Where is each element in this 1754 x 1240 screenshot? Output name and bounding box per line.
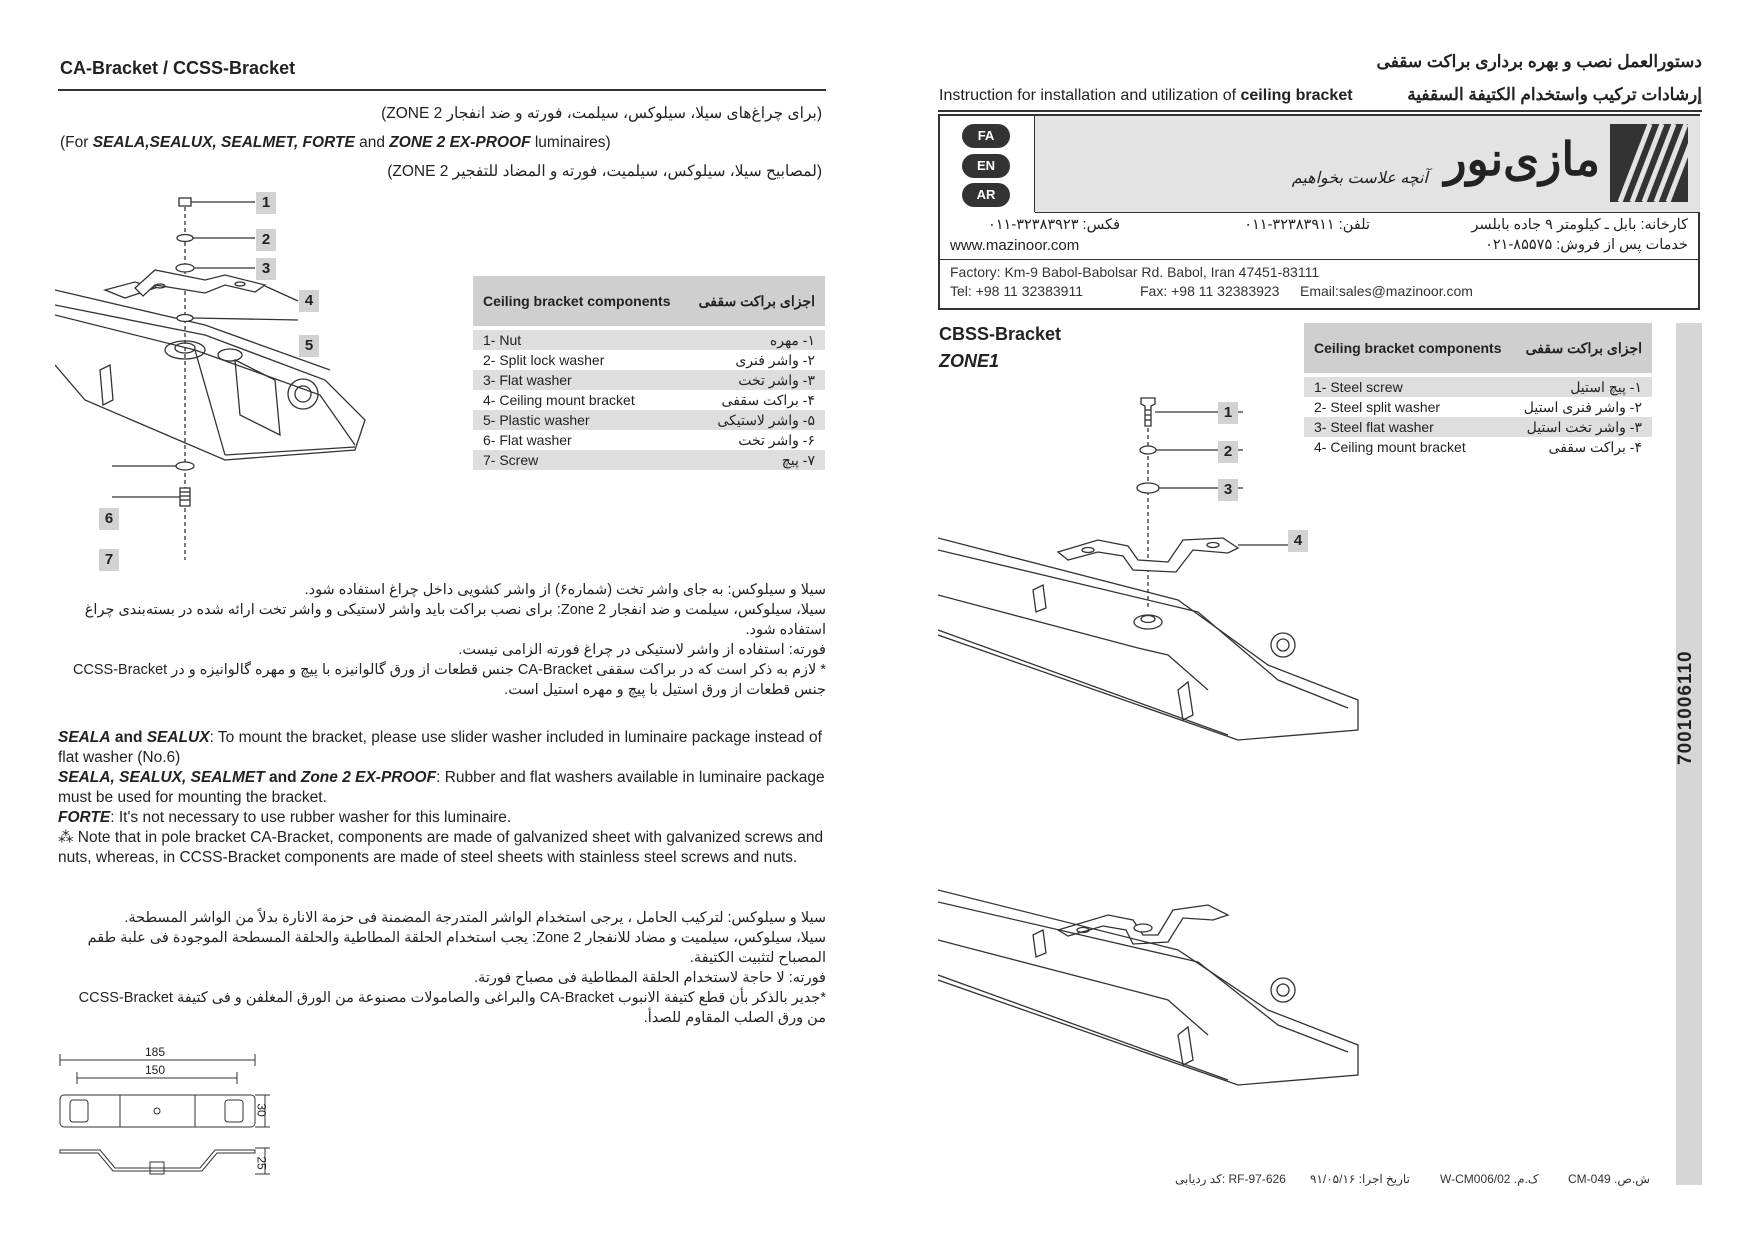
table-row: 4- Ceiling mount bracket ۴- براکت سقفی [1314, 439, 1642, 455]
note-fa-2: سیلا، سیلوکس، سیلمت و ضد انفجار Zone 2: برای نصب براکت باید واشر لاستیکی و واشر تخت ارائه شده در بسته‌بندی چراغ استفاده شود. [84, 602, 826, 638]
logo-area [1035, 116, 1700, 213]
intro-en: (For SEALA,SEALUX, SEALMET, FORTE and ZONE 2 EX-PROOF luminaires) [60, 134, 611, 151]
right-subtitle-ar: إرشادات ترکیب واستخدام الکتیفة السقفیة [1407, 85, 1702, 104]
callout-5: 5 [299, 335, 319, 357]
factory-address-en: Factory: Km-9 Babol-Babolsar Rd. Babol, Iran 47451-83111 [950, 264, 1320, 280]
logo-wordmark: مازی‌نور [1444, 133, 1600, 185]
intro-fa: (برای چراغ‌های سیلا، سیلوکس، سیلمت، فورته و ضد انفجار ZONE 2) [381, 105, 822, 122]
lang-en-badge[interactable]: EN [962, 154, 1010, 178]
notes-fa [60, 580, 826, 700]
intro-ar: (لمصابیح سیلا، سیلوکس، سیلمیت، فورته و المضاد للتفجیر ZONE 2) [387, 163, 822, 180]
callout-1: 1 [1218, 402, 1238, 424]
table-row: 2- Split lock washer ۲- واشر فنری [483, 352, 815, 368]
contact-persian [940, 213, 1700, 260]
footer-doc-no: ش.ص. CM-049 [1568, 1172, 1650, 1186]
table-row: 1- Steel screw ۱- پیچ استیل [1304, 377, 1652, 397]
callout-3: 3 [1218, 479, 1238, 501]
lang-fa-badge[interactable]: FA [962, 124, 1010, 148]
fax-fa: فکس: ۳۲۳۸۳۹۲۳-۰۱۱ [987, 217, 1120, 233]
cbss-bracket-assembled-diagram [938, 880, 1378, 1160]
note-ar-1: سیلا و سیلوکس: لترکیب الحامل ، یرجی استخدام الواشر المتدرجة المضمنة فی حزمة الانارة بدلاً من الواشر المسطحة. [124, 910, 826, 926]
dim-185: 185 [145, 1045, 166, 1059]
header-fa: اجزای براکت سقفی [1525, 339, 1642, 356]
table-row: 5- Plastic washer ۵- واشر لاستیکی [473, 410, 825, 430]
language-selector [940, 116, 1035, 212]
table-row: 3- Flat washer ۳- واشر تخت [473, 370, 825, 390]
left-title-rule [58, 89, 826, 91]
note-en-4: ⁂ Note that in pole bracket CA-Bracket, components are made of galvanized sheet with galvanized screws and nuts, whereas, in CCSS-Bracket components are made of steel sheets with stainless steel screws and nuts. [58, 829, 824, 866]
notes-en [58, 728, 828, 868]
right-page-title-fa: دستورالعمل نصب و بهره برداری براکت سقفی [1376, 52, 1702, 71]
right-title-rule [938, 110, 1702, 112]
header-en: Ceiling bracket components [483, 293, 671, 309]
table-row: 1- Nut ۱- مهره [473, 330, 825, 350]
lang-ar-badge[interactable]: AR [962, 183, 1010, 207]
cbss-bracket-exploded-diagram [938, 390, 1378, 790]
table-row: 7- Screw ۷- پیچ [473, 450, 825, 470]
note-fa-4: * لازم به ذکر است که در براکت سقفی CA-Bracket جنس قطعات از ورق گالوانیزه با پیچ و مهره گالوانیزه و در CCSS-Bracket جنس قطعات از ورق استیل با پیچ و مهره استیل است. [72, 662, 826, 698]
notes-ar [60, 908, 826, 1028]
logo-slogan: آنچه علاست بخواهیم [1291, 170, 1428, 187]
dim-25: 25 [254, 1156, 269, 1170]
note-en-1: SEALA and SEALUX: To mount the bracket, please use slider washer included in luminaire package instead of flat washer (No.6) [58, 729, 822, 766]
footer-track: کد ردیابی: RF-97-626 [1175, 1172, 1286, 1186]
tel-en: Tel: +98 11 32383911 [950, 283, 1083, 299]
table-header [473, 276, 825, 326]
footer-form: ک.م. W-CM006/02 [1440, 1172, 1539, 1186]
right-model-title: CBSS-Bracket [939, 324, 1062, 344]
website-link[interactable]: www.mazinoor.com [950, 237, 1080, 254]
note-ar-2: سیلا، سیلوکس، سیلمیت و مضاد للانفجار Zone 2: یجب استخدام الحلقة المطاطیة والحلقة المسطحة الموجودة فی علبة طقم المصباح لتثبیت الکتیفة. [87, 930, 826, 966]
document-code-vertical: 7001006110 [1675, 650, 1696, 765]
dim-150: 150 [145, 1063, 166, 1077]
bracket-dimension-drawing [55, 1040, 285, 1180]
table-row: 3- Steel flat washer ۳- واشر تخت استیل [1304, 417, 1652, 437]
table-row: 6- Flat washer ۶- واشر تخت [483, 432, 815, 448]
note-ar-4: *جدیر بالذکر بأن قطع کتیفة الانبوب CA-Bracket والبراغی والصامولات مصنوعة من الورق المغلفن و فی کتیفة CCSS-Bracket من ورق الصلب المقاوم للصدأ. [78, 990, 826, 1026]
factory-address-fa: کارخانه: بابل ـ کیلومتر ۹ جاده بابلسر [1471, 217, 1688, 233]
note-en-2: SEALA, SEALUX, SEALMET and Zone 2 EX-PROOF: Rubber and flat washers available in luminaire package must be used for mounting the bracket. [58, 769, 825, 806]
phone-fa: تلفن: ۳۲۳۸۳۹۱۱-۰۱۱ [1244, 217, 1370, 233]
mazinoor-logo-mark [1610, 124, 1688, 202]
note-ar-3: فورته: لا حاجة لاستخدام الحلقة المطاطیة فی مصباح فورتة. [474, 970, 826, 986]
right-zone-label: ZONE1 [939, 351, 1000, 371]
note-en-3: FORTE: It's not necessary to use rubber washer for this luminaire. [58, 809, 512, 826]
contact-english [940, 260, 1700, 310]
callout-3: 3 [256, 258, 276, 280]
left-page-title: CA-Bracket / CCSS-Bracket [60, 58, 296, 78]
header-fa: اجزای براکت سقفی [698, 292, 815, 309]
note-fa-1: سیلا و سیلوکس: به جای واشر تخت (شماره۶) از واشر کشویی داخل چراغ استفاده شود. [304, 582, 826, 598]
header-en: Ceiling bracket components [1314, 340, 1502, 356]
note-fa-3: فورته: استفاده از واشر لاستیکی در چراغ فورته الزامی نیست. [458, 642, 826, 658]
email-link[interactable]: Email:sales@mazinoor.com [1300, 283, 1473, 299]
callout-4: 4 [1288, 530, 1308, 552]
left-components-table [473, 276, 825, 470]
after-sales-fa: خدمات پس از فروش: ۸۵۵۷۵-۰۲۱ [1485, 237, 1688, 253]
callout-2: 2 [256, 229, 276, 251]
table-row: 2- Steel split washer ۲- واشر فنری استیل [1314, 399, 1642, 415]
table-row: 4- Ceiling mount bracket ۴- براکت سقفی [483, 392, 815, 408]
callout-7: 7 [99, 549, 119, 571]
table-header [1304, 323, 1652, 373]
footer-date: تاریخ اجرا: ۹۱/۰۵/۱۶ [1310, 1172, 1410, 1186]
dim-30: 30 [254, 1103, 269, 1117]
company-contact-box [938, 114, 1700, 310]
fax-en: Fax: +98 11 32383923 [1140, 283, 1280, 299]
callout-4: 4 [299, 290, 319, 312]
callout-6: 6 [99, 508, 119, 530]
callout-2: 2 [1218, 441, 1238, 463]
callout-1: 1 [256, 192, 276, 214]
right-subtitle-en: Instruction for installation and utilization of ceiling bracket [939, 87, 1353, 104]
